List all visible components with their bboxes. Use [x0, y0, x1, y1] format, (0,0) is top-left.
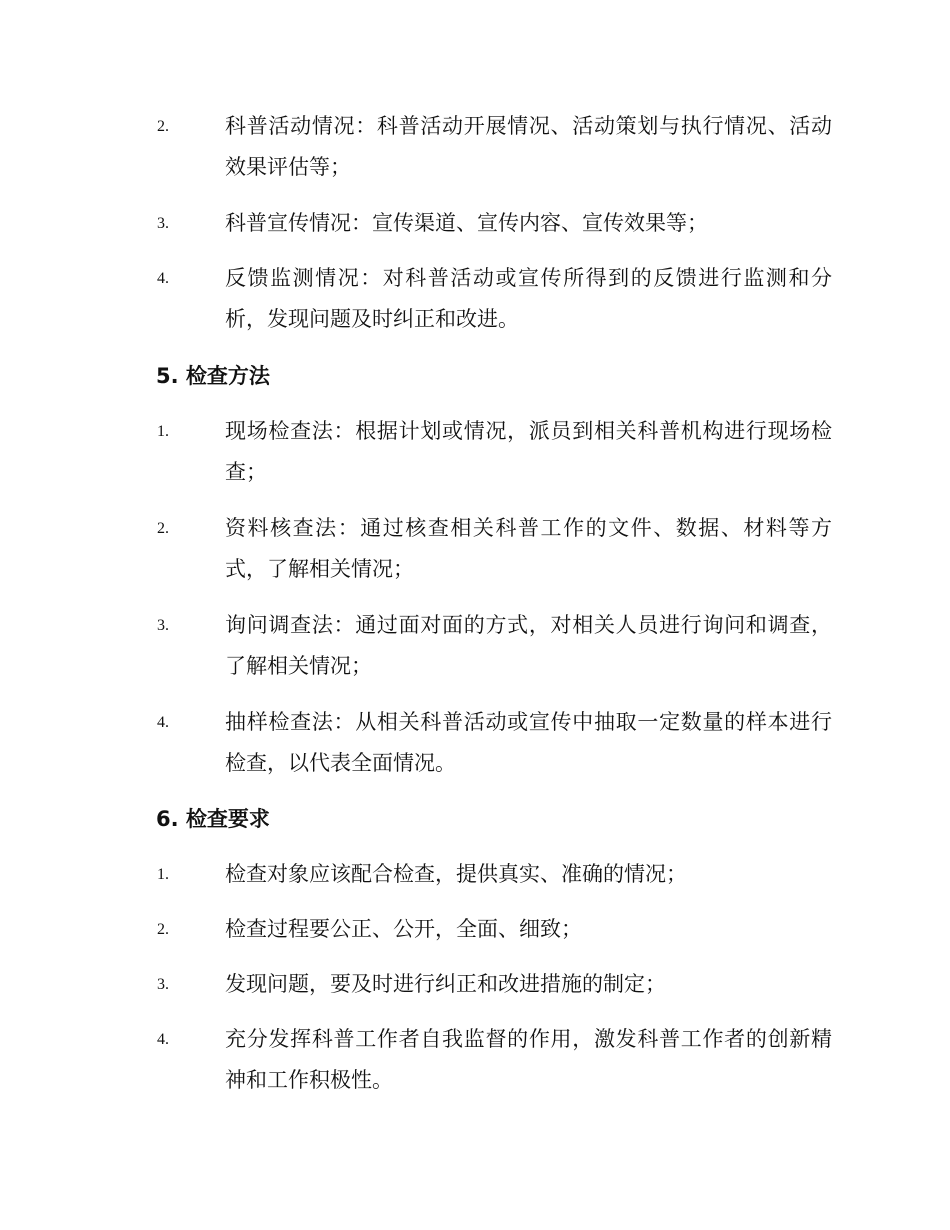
list-number: 4. — [157, 270, 169, 287]
list-item — [112, 605, 832, 687]
list-text: 现场检查法：根据计划或情况，派员到相关科普机构进行现场检查； — [225, 419, 832, 484]
list-number: 1. — [157, 423, 169, 440]
list-text: 抽样检查法：从相关科普活动或宣传中抽取一定数量的样本进行检查，以代表全面情况。 — [225, 710, 832, 775]
list-number: 2. — [157, 921, 169, 938]
list-item — [112, 411, 832, 493]
list-number: 2. — [157, 520, 169, 537]
list-text: 充分发挥科普工作者自我监督的作用，激发科普工作者的创新精神和工作积极性。 — [225, 1027, 832, 1092]
list-item — [112, 909, 832, 950]
list-number: 2. — [157, 118, 169, 135]
list-item — [112, 702, 832, 784]
list-number: 4. — [157, 1031, 169, 1048]
list-number: 3. — [157, 617, 169, 634]
list-item — [112, 203, 832, 244]
list-number: 1. — [157, 866, 169, 883]
list-number: 3. — [157, 215, 169, 232]
list-item — [112, 1019, 832, 1101]
list-item — [112, 106, 832, 188]
list-number: 3. — [157, 976, 169, 993]
list-text: 资料核查法：通过核查相关科普工作的文件、数据、材料等方式，了解相关情况； — [225, 516, 832, 581]
section-heading: 5. 检查方法 — [156, 364, 270, 388]
list-text: 检查对象应该配合检查，提供真实、准确的情况； — [225, 862, 687, 886]
list-text: 询问调查法：通过面对面的方式，对相关人员进行询问和调查，了解相关情况； — [225, 613, 832, 678]
list-item — [112, 508, 832, 590]
list-number: 4. — [157, 714, 169, 731]
list-text: 反馈监测情况：对科普活动或宣传所得到的反馈进行监测和分析，发现问题及时纠正和改进。 — [225, 266, 832, 331]
list-item — [112, 964, 832, 1005]
list-text: 检查过程要公正、公开，全面、细致； — [225, 917, 582, 941]
list-text: 科普活动情况：科普活动开展情况、活动策划与执行情况、活动效果评估等； — [225, 114, 832, 179]
list-item — [112, 258, 832, 340]
list-text: 发现问题，要及时进行纠正和改进措施的制定； — [225, 972, 666, 996]
list-text: 科普宣传情况：宣传渠道、宣传内容、宣传效果等； — [225, 211, 708, 235]
list-item — [112, 854, 832, 895]
section-heading: 6. 检查要求 — [156, 807, 270, 831]
